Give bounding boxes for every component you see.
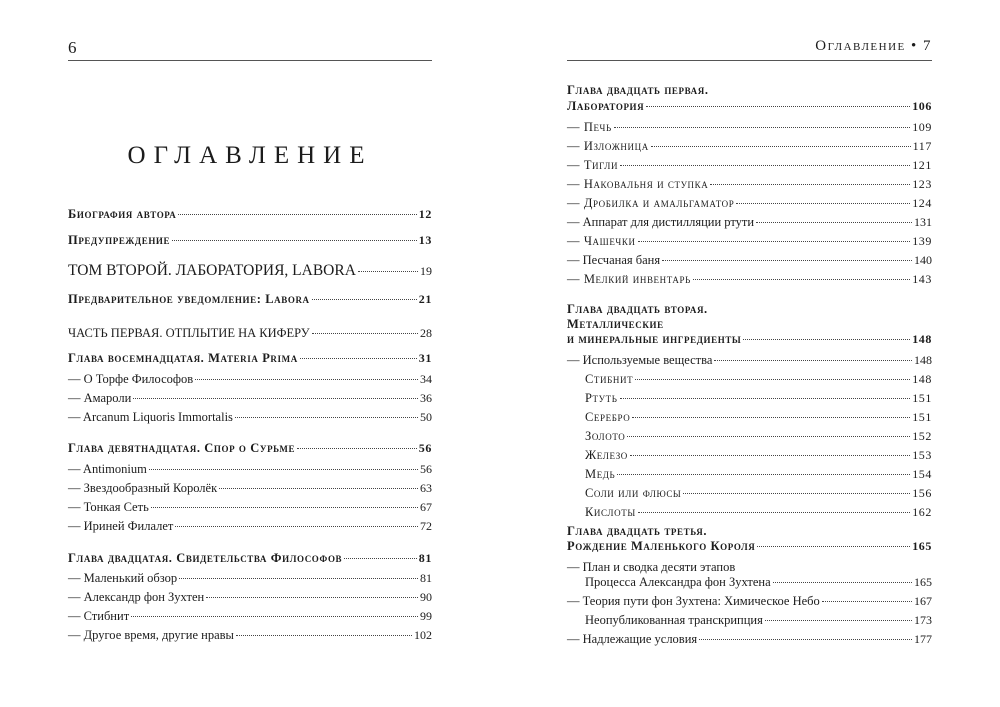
toc-entry[interactable]: — Печь 109 <box>567 120 932 134</box>
right-page <box>500 0 1000 707</box>
toc-entry-chapter[interactable]: Рождение Маленького Короля 165 <box>567 539 932 553</box>
page-number-left: 6 <box>68 38 77 57</box>
toc-entry[interactable]: Соли или флюсы 156 <box>585 486 932 500</box>
chapter-heading: Металлические <box>567 317 664 331</box>
toc-entry[interactable]: Кислоты 162 <box>585 505 932 519</box>
toc-entry-chapter[interactable]: Глава девятнадцатая. Спор о Сурьме 56 <box>68 441 432 455</box>
toc-entry[interactable]: — Александр фон Зухтен 90 <box>68 590 432 604</box>
toc-entry[interactable]: Биография автора 12 <box>68 207 432 221</box>
toc-entry[interactable]: — Тонкая Сеть 67 <box>68 500 432 514</box>
toc-entry[interactable]: Ртуть 151 <box>585 391 932 405</box>
toc-entry[interactable]: — О Торфе Философов 34 <box>68 372 432 386</box>
toc-entry[interactable]: — Песчаная баня 140 <box>567 253 932 267</box>
toc-entry[interactable]: Золото 152 <box>585 429 932 443</box>
toc-entry[interactable]: — Используемые вещества 148 <box>567 353 932 367</box>
toc-entry[interactable]: Медь 154 <box>585 467 932 481</box>
toc-entry[interactable]: Процесса Александра фон Зухтена 165 <box>585 575 932 589</box>
chapter-heading: Глава двадцать первая. <box>567 83 709 97</box>
toc-entry[interactable]: Серебро 151 <box>585 410 932 424</box>
toc-entry[interactable]: — Стибнит 99 <box>68 609 432 623</box>
toc-entry[interactable]: — Теория пути фон Зухтена: Химическое Небо 167 <box>567 594 932 608</box>
toc-entry[interactable]: — Звездообразный Королёк 63 <box>68 481 432 495</box>
toc-entry[interactable]: Неопубликованная транскрипция 173 <box>585 613 932 627</box>
toc-entry-line: — План и сводка десяти этапов <box>567 560 736 574</box>
toc-entry-chapter[interactable]: Лаборатория 106 <box>567 99 932 113</box>
toc-entry[interactable]: Предварительное уведомление: Labora 21 <box>68 292 432 306</box>
toc-entry-chapter[interactable]: Глава восемнадцатая. Materia Prima 31 <box>68 351 432 365</box>
running-header-right: Оглавление • 7 <box>815 38 932 54</box>
chapter-heading: Глава двадцать вторая. <box>567 302 708 316</box>
header-rule-left <box>68 60 432 61</box>
toc-entry[interactable]: — Изложница 117 <box>567 139 932 153</box>
toc-entry[interactable]: — Надлежащие условия 177 <box>567 632 932 646</box>
toc-entry-chapter[interactable]: Глава двадцатая. Свидетельства Философов 81 <box>68 551 432 565</box>
toc-entry[interactable]: — Чашечки 139 <box>567 234 932 248</box>
toc-entry[interactable]: — Мелкий инвентарь 143 <box>567 272 932 286</box>
toc-entry[interactable]: — Antimonium 56 <box>68 462 432 476</box>
toc-entry[interactable]: Стибнит 148 <box>585 372 932 386</box>
toc-entry[interactable]: — Аппарат для дистилляции ртути 131 <box>567 215 932 229</box>
toc-entry[interactable]: — Наковальня и ступка 123 <box>567 177 932 191</box>
toc-entry[interactable]: — Другое время, другие нравы 102 <box>68 628 432 642</box>
toc-entry-volume[interactable]: ТОМ ВТОРОЙ. ЛАБОРАТОРИЯ, LABORA 19 <box>68 262 432 279</box>
toc-title: ОГЛАВЛЕНИЕ <box>127 142 373 169</box>
toc-entry[interactable]: — Arcanum Liquoris Immortalis 50 <box>68 410 432 424</box>
toc-entry[interactable]: — Дробилка и амальгаматор 124 <box>567 196 932 210</box>
toc-entry[interactable]: Железо 153 <box>585 448 932 462</box>
toc-entry[interactable]: — Ириней Филалет 72 <box>68 519 432 533</box>
toc-entry[interactable]: — Маленький обзор 81 <box>68 571 432 585</box>
toc-entry[interactable]: — Амароли 36 <box>68 391 432 405</box>
header-rule-right <box>567 60 932 61</box>
toc-entry[interactable]: Предупреждение 13 <box>68 233 432 247</box>
chapter-heading: Глава двадцать третья. <box>567 524 708 538</box>
toc-entry-part[interactable]: ЧАСТЬ ПЕРВАЯ. ОТПЛЫТИЕ НА КИФЕРУ 28 <box>68 326 432 340</box>
toc-entry-chapter[interactable]: и минеральные ингредиенты 148 <box>567 332 932 346</box>
toc-entry[interactable]: — Тигли 121 <box>567 158 932 172</box>
